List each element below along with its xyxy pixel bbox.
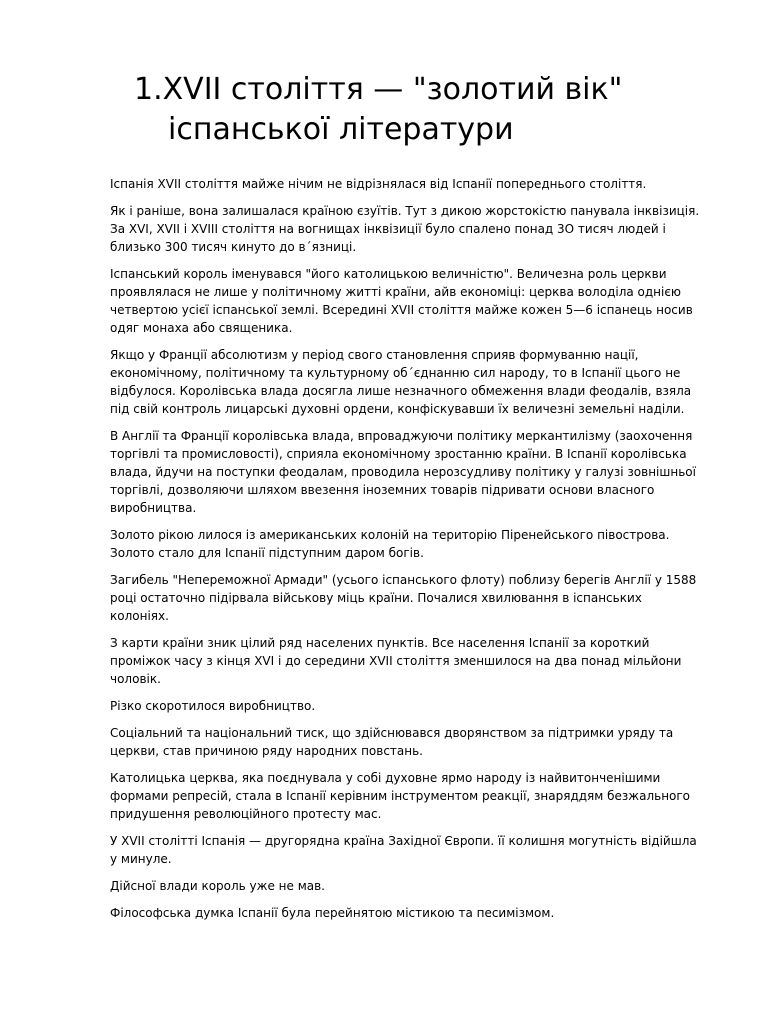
paragraph: В Англії та Франції королівська влада, впроваджуючи політику меркантилізму (заохочення торгівлі та промисловості), сприяла економічному зростанню країни. В Іспанії королівська влада, йдучи на поступки феодалам, проводила нерозсудливу політику у галузі зовнішньої торгівлі, дозволяючи шляхом ввезення іноземних товарів підривати основи власного виробництва. <box>110 429 696 515</box>
paragraph: Католицька церква, яка поєднувала у собі духовне ярмо народу із найвитонченішими формами репресій, стала в Іспанії керівним інструментом реакції, знаряддям безжального придушення революційного протесту мас. <box>110 771 691 821</box>
paragraph: Як і раніше, вона залишалася країною єзуїтів. Тут з дикою жорстокістю панувала інквізиція. За XVI, XVII і XVIII століття на вогнищах інквізиції було спалено понад 3О тисяч людей і близько 300 тисяч кинуто до в´язниці. <box>110 204 700 254</box>
paragraph: Соціальний та національний тиск, що здійснювався дворянством за підтримки уряду та церкви, став причиною ряду народних повстань. <box>110 726 674 758</box>
title-line-1: 1.XVII століття — "золотий вік" <box>134 72 623 107</box>
title-line-2: іспанської літератури <box>168 112 514 147</box>
paragraph: Загибель "Непереможної Армади" (усього іспанського флоту) поблизу берегів Англії у 1588 році остаточно підірвала військову міць країни. Почалися хвилювання в іспанських колоніях. <box>110 573 697 623</box>
paragraph: З карти країни зник цілий ряд населених пунктів. Все населення Іспанії за короткий проміжок часу з кінця XVI і до середини XVII століття зменшилося на два понад мільйони чоловік. <box>110 636 682 686</box>
document-body <box>110 175 700 931</box>
paragraph: Якщо у Франції абсолютизм у період свого становлення сприяв формуванню нації, економічному, політичному та культурному об´єднанню сил народу, то в Іспанії цього не відбулося. Королівська влада досягла лише незначного обмеження влади феодалів, взяла під свій контроль лицарські духовні ордени, конфіскувавши їх величезні земельні наділи. <box>110 348 692 416</box>
paragraph: Дійсної влади король уже не мав. <box>110 879 325 893</box>
paragraph: У XVII столітті Іспанія — другорядна країна Західної Європи. її колишня могутність відійшла у минуле. <box>110 834 697 866</box>
paragraph: Іспанський король іменувався "його католицькою величністю". Величезна роль церкви проявлялася не лише у політичному житті країни, айв економіці: церква володіла однією четвертою усієї іспанської землі. Всередині XVII століття майже кожен 5—6 іспанець носив одяг монаха або священика. <box>110 267 693 335</box>
paragraph: Різко скоротилося виробництво. <box>110 699 316 713</box>
paragraph: Золото рікою лилося із американських колоній на територію Піренейського півострова. Золото стало для Іспанії підступним даром богів. <box>110 528 670 560</box>
document-title <box>0 70 768 150</box>
paragraph: Іспанія XVII століття майже нічим не відрізнялася від Іспанії попереднього століття. <box>110 177 647 191</box>
paragraph: Філософська думка Іспанії була перейнятою містикою та песимізмом. <box>110 906 555 920</box>
